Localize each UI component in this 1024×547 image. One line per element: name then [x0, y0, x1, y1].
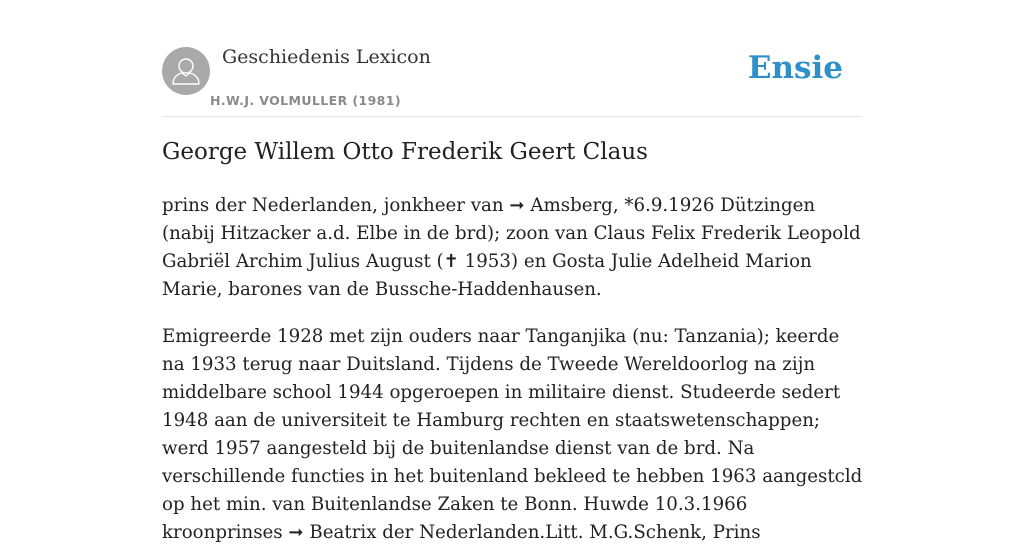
source-header: [162, 0, 862, 117]
user-silhouette-icon[interactable]: [162, 47, 210, 95]
page-container: [162, 0, 863, 543]
article-paragraph: prins der Nederlanden, jonkheer van ➞ Amsberg, *6.9.1926 Dützingen (nabij Hitzacker a.d. Elbe in de brd); zoon van Claus Felix Frederik Leopold Gabriël Archim Julius August (✝ 1953) en Gosta Julie Adelheid Marion Marie, barones van de Bussche-Haddenhausen.: [162, 195, 861, 300]
author-label[interactable]: H.W.J. VOLMULLER (1981): [210, 93, 401, 108]
article-paragraph: Emigreerde 1928 met zijn ouders naar Tanganjika (nu: Tanzania); keerde na 1933 terug naar Duitsland. Tijdens de Tweede Wereldoorlog na zijn middelbare school 1944 opgeroepen in militaire dienst. Studeerde sedert 1948 aan de universiteit te Hamburg rechten en staatswetenschappen; werd 1957 aangesteld bij de buitenlandse dienst van de brd. Na verschillende functies in het buitenland bekleed te hebben 1963 aangestcld op het min. van Buitenlandse Zaken te Bonn. Huwde 10.3.1966 kroonprinses ➞ Beatrix der Nederlanden.Litt. M.G.Schenk, Prins: [162, 326, 863, 543]
article-title: George Willem Otto Frederik Geert Claus: [162, 139, 648, 165]
source-title-link[interactable]: Geschiedenis Lexicon: [222, 46, 431, 68]
brand-logo[interactable]: Ensie: [747, 50, 843, 86]
